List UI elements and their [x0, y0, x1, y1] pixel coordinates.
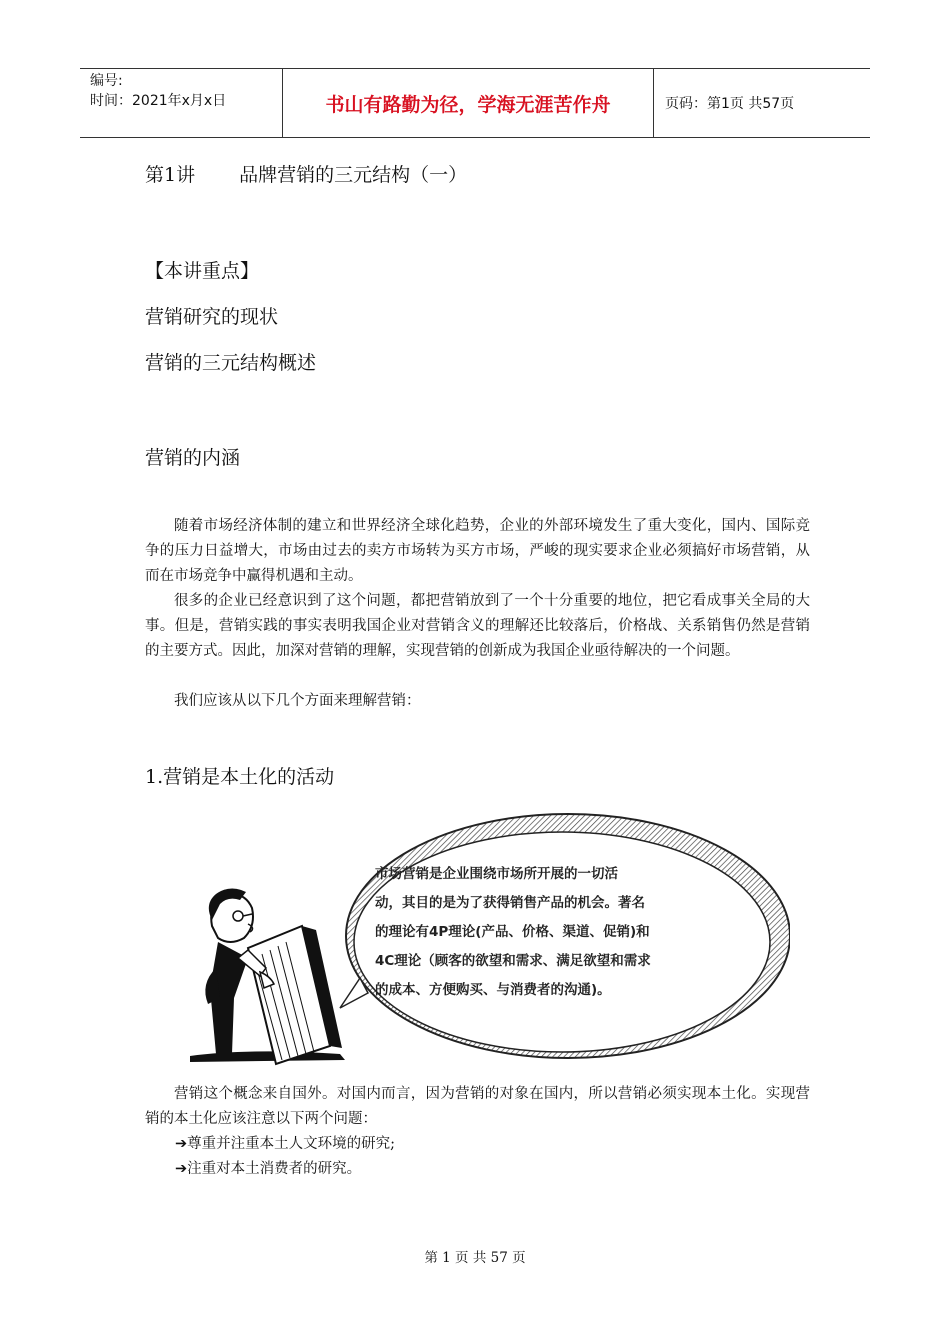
man-figure-icon [205, 888, 274, 1054]
callout-line: 的成本、方便购买、与消费者的沟通)。 [375, 982, 611, 998]
callout-line: 动，其目的是为了获得销售产品的机会。著名 [375, 895, 645, 911]
bullet-text: 尊重并注重本土人文环境的研究; [187, 1136, 396, 1152]
page-footer: 第 1 页 共 57 页 [424, 1250, 526, 1266]
key-point-item: 营销的三元结构概述 [145, 352, 317, 374]
book-icon [248, 926, 342, 1064]
callout-line: 4C理论（顾客的欲望和需求、满足欲望和需求 [375, 953, 651, 969]
bullet-item [175, 1157, 361, 1178]
callout-line: 的理论有4P理论(产品、价格、渠道、促销)和 [375, 924, 650, 940]
paragraph: 很多的企业已经意识到了这个问题，都把营销放到了一个十分重要的地位，把它看成事关全局的大事。但是，营销实践的事实表明我国企业对营销含义的理解还比较落后，价格战、关系销售仍然是营销的主要方式。因此，加深对营销的理解，实现营销的创新成为我国企业亟待解决的一个问题。 [145, 593, 810, 659]
page-header-table [80, 68, 870, 138]
header-motto: 书山有路勤为径，学海无涯苦作舟 [283, 69, 654, 137]
arrow-right-icon: ➔ [175, 1161, 188, 1177]
lecture-title [145, 160, 467, 187]
bullet-text: 注重对本土消费者的研究。 [187, 1161, 362, 1177]
lecture-number: 第1讲 [145, 164, 196, 186]
paragraph: 营销这个概念来自国外。对国内而言，因为营销的对象在国内，所以营销必须实现本土化。实现营销的本土化应该注意以下两个问题： [145, 1086, 810, 1127]
subsection-heading: 1.营销是本土化的活动 [145, 766, 335, 788]
bullet-item [175, 1132, 395, 1153]
serial-label: 编号: [90, 73, 123, 89]
lecture-name: 品牌营销的三元结构（一） [239, 164, 468, 186]
callout-text [375, 860, 705, 1005]
time-label: 时间：2021年x月x日 [90, 93, 227, 109]
key-point-item: 营销研究的现状 [145, 306, 279, 328]
arrow-right-icon: ➔ [175, 1136, 188, 1152]
section-heading: 营销的内涵 [145, 447, 241, 469]
paragraph: 随着市场经济体制的建立和世界经济全球化趋势，企业的外部环境发生了重大变化，国内、国际竞争的压力日益增大，市场由过去的卖方市场转为买方市场，严峻的现实要求企业必须搞好市场营销，从而在市场竞争中赢得机遇和主动。 [145, 518, 810, 584]
callout-line: 市场营销是企业围绕市场所开展的一切活 [375, 866, 618, 882]
header-meta-cell [80, 69, 283, 137]
header-page-info: 页码：第1页 共57页 [665, 96, 795, 112]
paragraph: 我们应该从以下几个方面来理解营销： [174, 693, 421, 709]
key-points-heading: 【本讲重点】 [145, 260, 260, 282]
